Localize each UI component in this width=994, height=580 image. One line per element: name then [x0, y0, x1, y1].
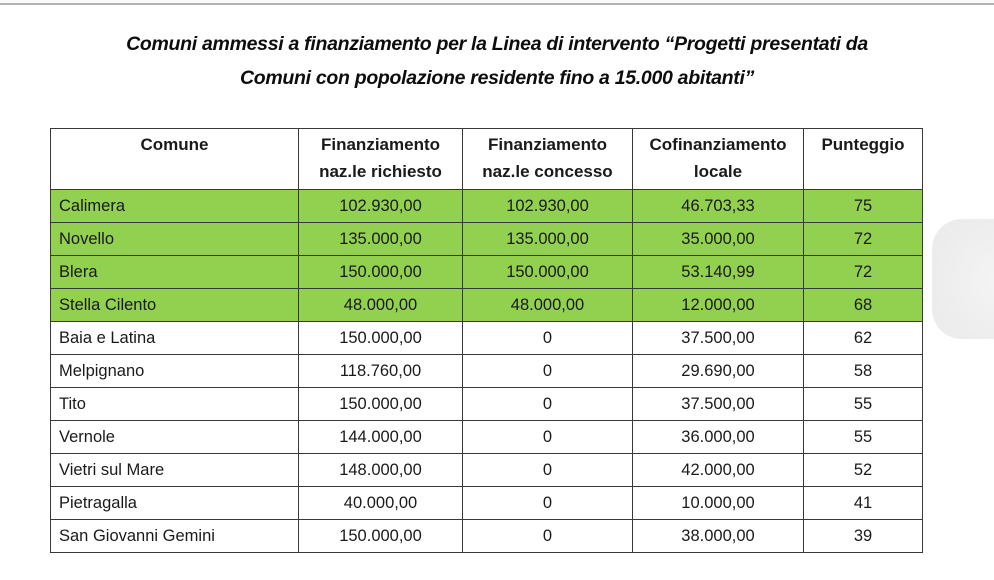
cell-concesso: 150.000,00: [463, 256, 633, 289]
top-divider-line: [0, 0, 994, 5]
cell-concesso: 0: [463, 322, 633, 355]
cell-richiesto: 118.760,00: [299, 355, 463, 388]
header-line: Finanziamento: [320, 135, 440, 154]
header-line: naz.le richiesto: [319, 162, 442, 181]
cell-concesso: 0: [463, 421, 633, 454]
cell-richiesto: 102.930,00: [299, 190, 463, 223]
cell-punteggio: 72: [804, 223, 923, 256]
table-row: [51, 322, 923, 355]
cell-richiesto: 144.000,00: [299, 421, 463, 454]
page-title-line-2: Comuni con popolazione residente fino a 15.000 abitanti”: [239, 67, 755, 89]
table-row: [51, 289, 923, 322]
cell-cofinanziamento: 12.000,00: [633, 289, 804, 322]
cell-concesso: 102.930,00: [463, 190, 633, 223]
table-row: [51, 388, 923, 421]
cell-concesso: 48.000,00: [463, 289, 633, 322]
cell-cofinanziamento: 37.500,00: [633, 388, 804, 421]
page-title: [0, 27, 994, 95]
cell-punteggio: 39: [804, 520, 923, 553]
cell-comune: Stella Cilento: [51, 289, 299, 322]
cell-concesso: 0: [463, 487, 633, 520]
header-line: Punteggio: [821, 135, 905, 154]
cell-cofinanziamento: 42.000,00: [633, 454, 804, 487]
cell-comune: Calimera: [51, 190, 299, 223]
header-line: Comune: [140, 135, 209, 154]
table-row: [51, 520, 923, 553]
table-row: [51, 190, 923, 223]
table-row: [51, 223, 923, 256]
column-header-punteggio: [804, 129, 923, 190]
cell-comune: Novello: [51, 223, 299, 256]
cell-richiesto: 150.000,00: [299, 256, 463, 289]
cell-comune: Vernole: [51, 421, 299, 454]
cell-richiesto: 148.000,00: [299, 454, 463, 487]
rounded-overlay-shape: [932, 219, 994, 339]
cell-concesso: 0: [463, 520, 633, 553]
cell-punteggio: 58: [804, 355, 923, 388]
cell-richiesto: 150.000,00: [299, 322, 463, 355]
column-header-cofinanziamento-locale: [633, 129, 804, 190]
financing-results-table: [50, 128, 923, 553]
cell-concesso: 0: [463, 355, 633, 388]
cell-richiesto: 150.000,00: [299, 520, 463, 553]
column-header-finanziamento-richiesto: [299, 129, 463, 190]
cell-punteggio: 62: [804, 322, 923, 355]
cell-punteggio: 55: [804, 421, 923, 454]
cell-punteggio: 75: [804, 190, 923, 223]
cell-cofinanziamento: 35.000,00: [633, 223, 804, 256]
cell-punteggio: 41: [804, 487, 923, 520]
cell-cofinanziamento: 36.000,00: [633, 421, 804, 454]
cell-richiesto: 40.000,00: [299, 487, 463, 520]
cell-punteggio: 72: [804, 256, 923, 289]
cell-concesso: 0: [463, 454, 633, 487]
table-row: [51, 355, 923, 388]
cell-concesso: 0: [463, 388, 633, 421]
header-line: Finanziamento: [487, 135, 607, 154]
table-row: [51, 256, 923, 289]
cell-comune: Melpignano: [51, 355, 299, 388]
cell-richiesto: 48.000,00: [299, 289, 463, 322]
cell-punteggio: 55: [804, 388, 923, 421]
column-header-finanziamento-concesso: [463, 129, 633, 190]
header-line: naz.le concesso: [482, 162, 613, 181]
table-header-row: [51, 129, 923, 190]
column-header-comune: [51, 129, 299, 190]
cell-cofinanziamento: 53.140,99: [633, 256, 804, 289]
cell-comune: Baia e Latina: [51, 322, 299, 355]
header-line: Cofinanziamento: [649, 135, 787, 154]
cell-comune: Vietri sul Mare: [51, 454, 299, 487]
cell-comune: Blera: [51, 256, 299, 289]
table-row: [51, 454, 923, 487]
cell-punteggio: 52: [804, 454, 923, 487]
cell-cofinanziamento: 10.000,00: [633, 487, 804, 520]
cell-punteggio: 68: [804, 289, 923, 322]
cell-cofinanziamento: 37.500,00: [633, 322, 804, 355]
cell-comune: San Giovanni Gemini: [51, 520, 299, 553]
cell-richiesto: 135.000,00: [299, 223, 463, 256]
page-title-line-1: Comuni ammessi a finanziamento per la Linea di intervento “Progetti presentati da: [126, 33, 868, 55]
cell-cofinanziamento: 29.690,00: [633, 355, 804, 388]
cell-richiesto: 150.000,00: [299, 388, 463, 421]
cell-comune: Pietragalla: [51, 487, 299, 520]
cell-cofinanziamento: 46.703,33: [633, 190, 804, 223]
cell-concesso: 135.000,00: [463, 223, 633, 256]
table-row: [51, 421, 923, 454]
cell-cofinanziamento: 38.000,00: [633, 520, 804, 553]
table-row: [51, 487, 923, 520]
cell-comune: Tito: [51, 388, 299, 421]
header-line: locale: [693, 162, 743, 181]
